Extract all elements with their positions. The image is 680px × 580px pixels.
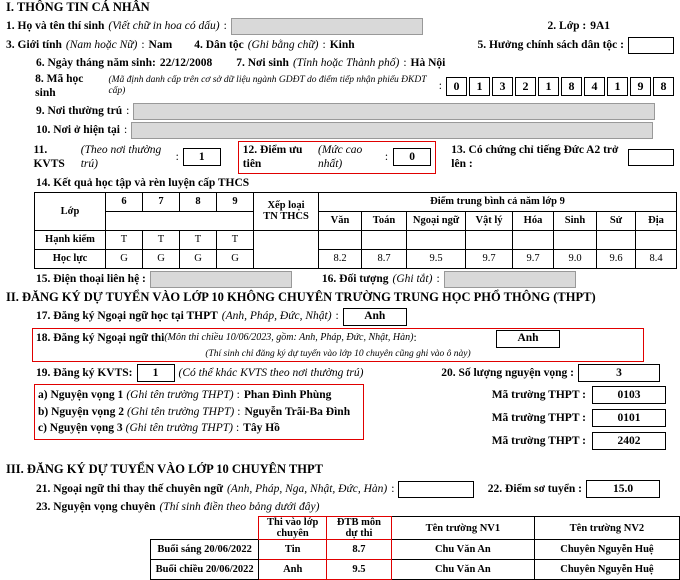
hint-specialized-wishes: (Thí sinh điền theo bảng dưới đây) [159, 501, 320, 513]
label-fullname: 1. Họ và tên thí sinh [6, 19, 105, 32]
input-phone[interactable] [150, 271, 292, 288]
cell-dtb[interactable]: 8.7 [327, 540, 392, 560]
label-permanent-residence: 9. Nơi thường trú [36, 105, 123, 118]
th-grade: 7 [143, 192, 180, 211]
label-dob: 6. Ngày tháng năm sinh: [36, 56, 156, 69]
th-specialized-class: Thi vào lớp chuyên [259, 517, 327, 540]
cell-academic: G [180, 249, 217, 268]
specialized-wishes-table [150, 516, 680, 580]
hint-wish-2: (Ghi tên trường THPT) [126, 405, 235, 418]
section-2-title: II. ĐĂNG KÝ DỰ TUYỂN VÀO LỚP 10 KHÔNG CHUYÊN TRƯỜNG TRUNG HỌC PHỔ THÔNG (THPT) [6, 289, 596, 304]
input-school-code-3[interactable]: 2402 [592, 432, 666, 450]
wishes-area [6, 384, 674, 462]
label-specialized-wishes: 23. Nguyện vọng chuyên [36, 501, 156, 513]
student-code-digit: 9 [630, 77, 651, 96]
th-grade: 8 [180, 192, 217, 211]
cell-conduct: T [180, 230, 217, 249]
label-kvts-register: 19. Đăng ký KVTS: [36, 367, 133, 380]
field-row-replacement-language-prescore [6, 480, 674, 498]
cell-score [407, 230, 466, 249]
table-subheader-row [35, 211, 677, 230]
input-kvts[interactable]: 1 [183, 148, 221, 166]
input-fullname[interactable] [231, 18, 423, 35]
fl-exam-row [33, 329, 643, 349]
student-code-digit: 0 [446, 77, 467, 96]
input-wish-count[interactable]: 3 [578, 364, 660, 382]
cell-score: 8.7 [362, 249, 407, 268]
colon-priority-score: : [384, 150, 389, 163]
value-wish-2[interactable]: Nguyễn Trãi-Ba Đình [244, 405, 351, 418]
cell-nv2[interactable]: Chuyên Nguyễn Huệ [534, 540, 679, 560]
label-school-code-2: Mã trường THPT : [491, 412, 586, 425]
colon-object: : [436, 273, 440, 286]
label-ethnic: 4. Dân tộc [194, 38, 244, 51]
value-birthplace: Hà Nội [410, 56, 446, 69]
colon-fl-exam: : [413, 332, 417, 345]
input-priority-score[interactable]: 0 [393, 148, 431, 166]
label-ethnic-policy: 5. Hưởng chính sách dân tộc : [477, 38, 624, 51]
cell-score [636, 230, 677, 249]
input-object[interactable] [444, 271, 576, 288]
hint-object: (Ghi tắt) [392, 273, 433, 286]
input-school-code-1[interactable]: 0103 [592, 386, 666, 404]
field-row-permanent-residence [6, 103, 674, 120]
cell-subject[interactable]: Tin [259, 540, 327, 560]
cell-score [554, 230, 597, 249]
student-code-digit: 8 [653, 77, 674, 96]
cell-academic: G [106, 249, 143, 268]
table-header-row [151, 517, 680, 540]
field-row-kvts-priority-cert [6, 141, 674, 174]
cell-subject[interactable]: Anh [259, 560, 327, 580]
table-row [35, 249, 677, 268]
priority-score-group [238, 141, 436, 174]
value-class: 9A1 [590, 19, 610, 32]
cell-score [513, 230, 554, 249]
table-header-row [35, 192, 677, 211]
th-subject: Ngoại ngữ [407, 211, 466, 230]
cell-session: Buổi chiều 20/06/2022 [151, 560, 259, 580]
colon-ethnic: : [322, 38, 326, 51]
hint-birthplace: (Tỉnh hoặc Thành phố) [292, 56, 400, 69]
field-row-name-class [6, 18, 674, 35]
school-code-row [492, 432, 666, 450]
cell-academic: G [217, 249, 254, 268]
th-dtb-subject: ĐTB môn dự thi [327, 517, 392, 540]
input-student-code[interactable] [446, 77, 674, 96]
student-code-digit: 8 [561, 77, 582, 96]
cell-xeploai [254, 230, 319, 268]
field-row-current-residence [6, 122, 674, 139]
th-subject: Văn [319, 211, 362, 230]
colon-wish-3: : [235, 422, 240, 435]
field-row-kvts-register-count [6, 364, 674, 382]
label-wish-3: c) Nguyện vọng 3 [38, 422, 123, 435]
wish-row [38, 405, 360, 419]
input-prescore[interactable]: 15.0 [586, 480, 660, 498]
colon-fullname: : [223, 19, 227, 32]
label-current-residence: 10. Nơi ở hiện tại [36, 124, 120, 137]
label-wish-count: 20. Số lượng nguyện vọng : [441, 367, 574, 380]
label-birthplace: 7. Nơi sinh [236, 56, 289, 69]
label-school-code-1: Mã trường THPT : [491, 389, 586, 402]
label-object: 16. Đối tượng [321, 273, 389, 286]
cell-score: 9.0 [554, 249, 597, 268]
colon-replacement-language: : [391, 482, 395, 495]
hint-fl-exam: (Môn thi chiều 10/06/2023, gồm: Anh, Pháp, Đức, Nhật, Hàn) [164, 332, 414, 344]
student-code-digit: 1 [607, 77, 628, 96]
input-fl-study[interactable]: Anh [343, 308, 407, 326]
student-code-digit: 1 [469, 77, 490, 96]
cell-academic: G [143, 249, 180, 268]
value-ethnic: Kinh [329, 38, 355, 51]
hint-wish-1: (Ghi tên trường THPT) [126, 389, 234, 402]
th-dtb: Điểm trung bình cả năm lớp 9 [319, 192, 677, 211]
colon-permanent-residence: : [126, 105, 130, 118]
hint-replacement-language: (Anh, Pháp, Nga, Nhật, Đức, Hàn) [226, 482, 388, 495]
cell-nv1[interactable]: Chu Văn An [391, 540, 534, 560]
th-subject: Địa [636, 211, 677, 230]
input-german-cert[interactable] [628, 149, 674, 166]
student-code-digit: 1 [538, 77, 559, 96]
colon-birthplace: : [403, 56, 407, 69]
input-ethnic-policy[interactable] [628, 37, 674, 54]
wishes-red-block [34, 384, 364, 439]
value-gender: Nam [148, 38, 173, 51]
cell-score: 8.2 [319, 249, 362, 268]
cell-nv1[interactable]: Chu Văn An [391, 560, 534, 580]
field-row-academic-results [6, 176, 674, 190]
th-school-nv1: Tên trường NV1 [391, 517, 534, 540]
cell-score: 9.6 [597, 249, 636, 268]
row-label: Hạnh kiểm [35, 230, 106, 249]
label-wish-1: a) Nguyện vọng 1 [38, 389, 124, 402]
fl-exam-group [32, 328, 644, 363]
hint-student-code: (Mã định danh cấp trên cơ sở dữ liệu ngành GDĐT do điểm tiếp nhận phiếu ĐKDT cấp) [108, 74, 427, 97]
th-lop: Lớp [35, 192, 106, 230]
cell-dtb[interactable]: 9.5 [327, 560, 392, 580]
input-current-residence[interactable] [131, 122, 653, 139]
hint-kvts-register: (Có thể khác KVTS theo nơi thường trú) [178, 367, 364, 380]
value-wish-1[interactable]: Phan Đình Phùng [243, 389, 332, 402]
hint-gender: (Nam hoặc Nữ) [65, 38, 138, 51]
student-code-digit: 3 [492, 77, 513, 96]
input-replacement-language[interactable] [398, 481, 474, 498]
cell-score [466, 230, 513, 249]
label-class: 2. Lớp : [547, 19, 587, 32]
school-code-row [492, 409, 666, 427]
academic-results-table [34, 192, 677, 269]
cell-score [319, 230, 362, 249]
th-grade: 6 [106, 192, 143, 211]
hint-kvts: (Theo nơi thường trú) [80, 143, 162, 171]
label-academic-results: 14. Kết quả học tập và rèn luyện cấp THCS [36, 176, 250, 189]
section-1-title: I. THÔNG TIN CÁ NHÂN [6, 0, 150, 14]
label-fl-study: 17. Đăng ký Ngoại ngữ học tại THPT [36, 310, 218, 323]
th-subject: Sử [597, 211, 636, 230]
table-row [35, 230, 677, 249]
field-row-foreign-language-study [6, 308, 674, 326]
school-codes-col [492, 386, 666, 450]
input-kvts-register[interactable]: 1 [137, 364, 175, 382]
label-kvts: 11. KVTS [33, 143, 65, 171]
label-priority-score: 12. Điểm ưu tiên [242, 143, 303, 171]
colon-fl-study: : [335, 310, 339, 323]
colon-gender: : [141, 38, 145, 51]
label-gender: 3. Giới tính [6, 38, 62, 51]
value-dob: 22/12/2008 [159, 56, 213, 69]
th-empty [151, 517, 259, 540]
label-student-code: 8. Mã học sinh [35, 73, 84, 100]
cell-session: Buổi sáng 20/06/2022 [151, 540, 259, 560]
label-school-code-3: Mã trường THPT : [491, 435, 586, 448]
wish-row [38, 388, 360, 402]
input-fl-exam[interactable]: Anh [496, 330, 560, 348]
colon-student-code: : [438, 80, 442, 93]
th-subject: Sinh [554, 211, 597, 230]
hint-fl-study: (Anh, Pháp, Đức, Nhật) [221, 310, 332, 323]
field-row-phone-object [6, 271, 674, 288]
row-label: Học lực [35, 249, 106, 268]
cell-score [597, 230, 636, 249]
th-xeploai [254, 192, 319, 230]
th-school-nv2: Tên trường NV2 [534, 517, 679, 540]
label-german-cert: 13. Có chứng chỉ tiếng Đức A2 trở lên : [451, 143, 619, 171]
colon-wish-1: : [236, 389, 240, 402]
cell-conduct: T [143, 230, 180, 249]
th-xeploai-l1: Xếp loại [267, 200, 305, 212]
note-fl-exam: (Thí sinh chỉ đăng ký dự tuyển vào lớp 10 chuyên cũng ghi vào ô này) [205, 348, 471, 359]
cell-score: 8.4 [636, 249, 677, 268]
field-row-student-code [6, 72, 674, 101]
field-row-gender-ethnic-policy [6, 37, 674, 54]
cell-score [362, 230, 407, 249]
hint-ethnic: (Ghi bằng chữ) [247, 38, 319, 51]
label-wish-2: b) Nguyện vọng 2 [38, 405, 124, 418]
label-phone: 15. Điện thoại liên hệ : [36, 273, 146, 286]
section-3-title: III. ĐĂNG KÝ DỰ TUYỂN VÀO LỚP 10 CHUYÊN THPT [6, 462, 323, 477]
th-subject: Toán [362, 211, 407, 230]
label-fl-exam: 18. Đăng ký Ngoại ngữ thi [36, 332, 165, 345]
table-row [151, 560, 680, 580]
field-row-specialized-wishes [6, 500, 674, 514]
th-grade: 9 [217, 192, 254, 211]
th-xeploai-l2: TN THCS [263, 211, 309, 223]
hint-fullname: (Viết chữ in hoa có dấu) [108, 19, 220, 32]
cell-score: 9.7 [466, 249, 513, 268]
label-replacement-language: 21. Ngoại ngữ thi thay thế chuyên ngữ [36, 482, 223, 495]
hint-wish-3: (Ghi tên trường THPT) [125, 422, 233, 435]
label-prescore: 22. Điểm sơ tuyển : [487, 482, 582, 495]
value-wish-3[interactable]: Tây Hồ [243, 422, 280, 435]
cell-nv2[interactable]: Chuyên Nguyễn Huệ [534, 560, 679, 580]
student-code-digit: 2 [515, 77, 536, 96]
table-row [151, 540, 680, 560]
cell-score: 9.5 [407, 249, 466, 268]
th-subject: Vật lý [466, 211, 513, 230]
cell-conduct: T [106, 230, 143, 249]
colon-kvts: : [175, 150, 179, 163]
input-permanent-residence[interactable] [133, 103, 655, 120]
field-row-dob-birthplace [6, 56, 674, 70]
th-subject: Hóa [513, 211, 554, 230]
hint-priority-score: (Mức cao nhất) [317, 143, 363, 171]
input-school-code-2[interactable]: 0101 [592, 409, 666, 427]
wish-row [38, 421, 360, 435]
student-code-digit: 4 [584, 77, 605, 96]
colon-current-residence: : [123, 124, 128, 137]
school-code-row [492, 386, 666, 404]
colon-wish-2: : [237, 405, 241, 418]
cell-conduct: T [217, 230, 254, 249]
cell-score: 9.7 [513, 249, 554, 268]
